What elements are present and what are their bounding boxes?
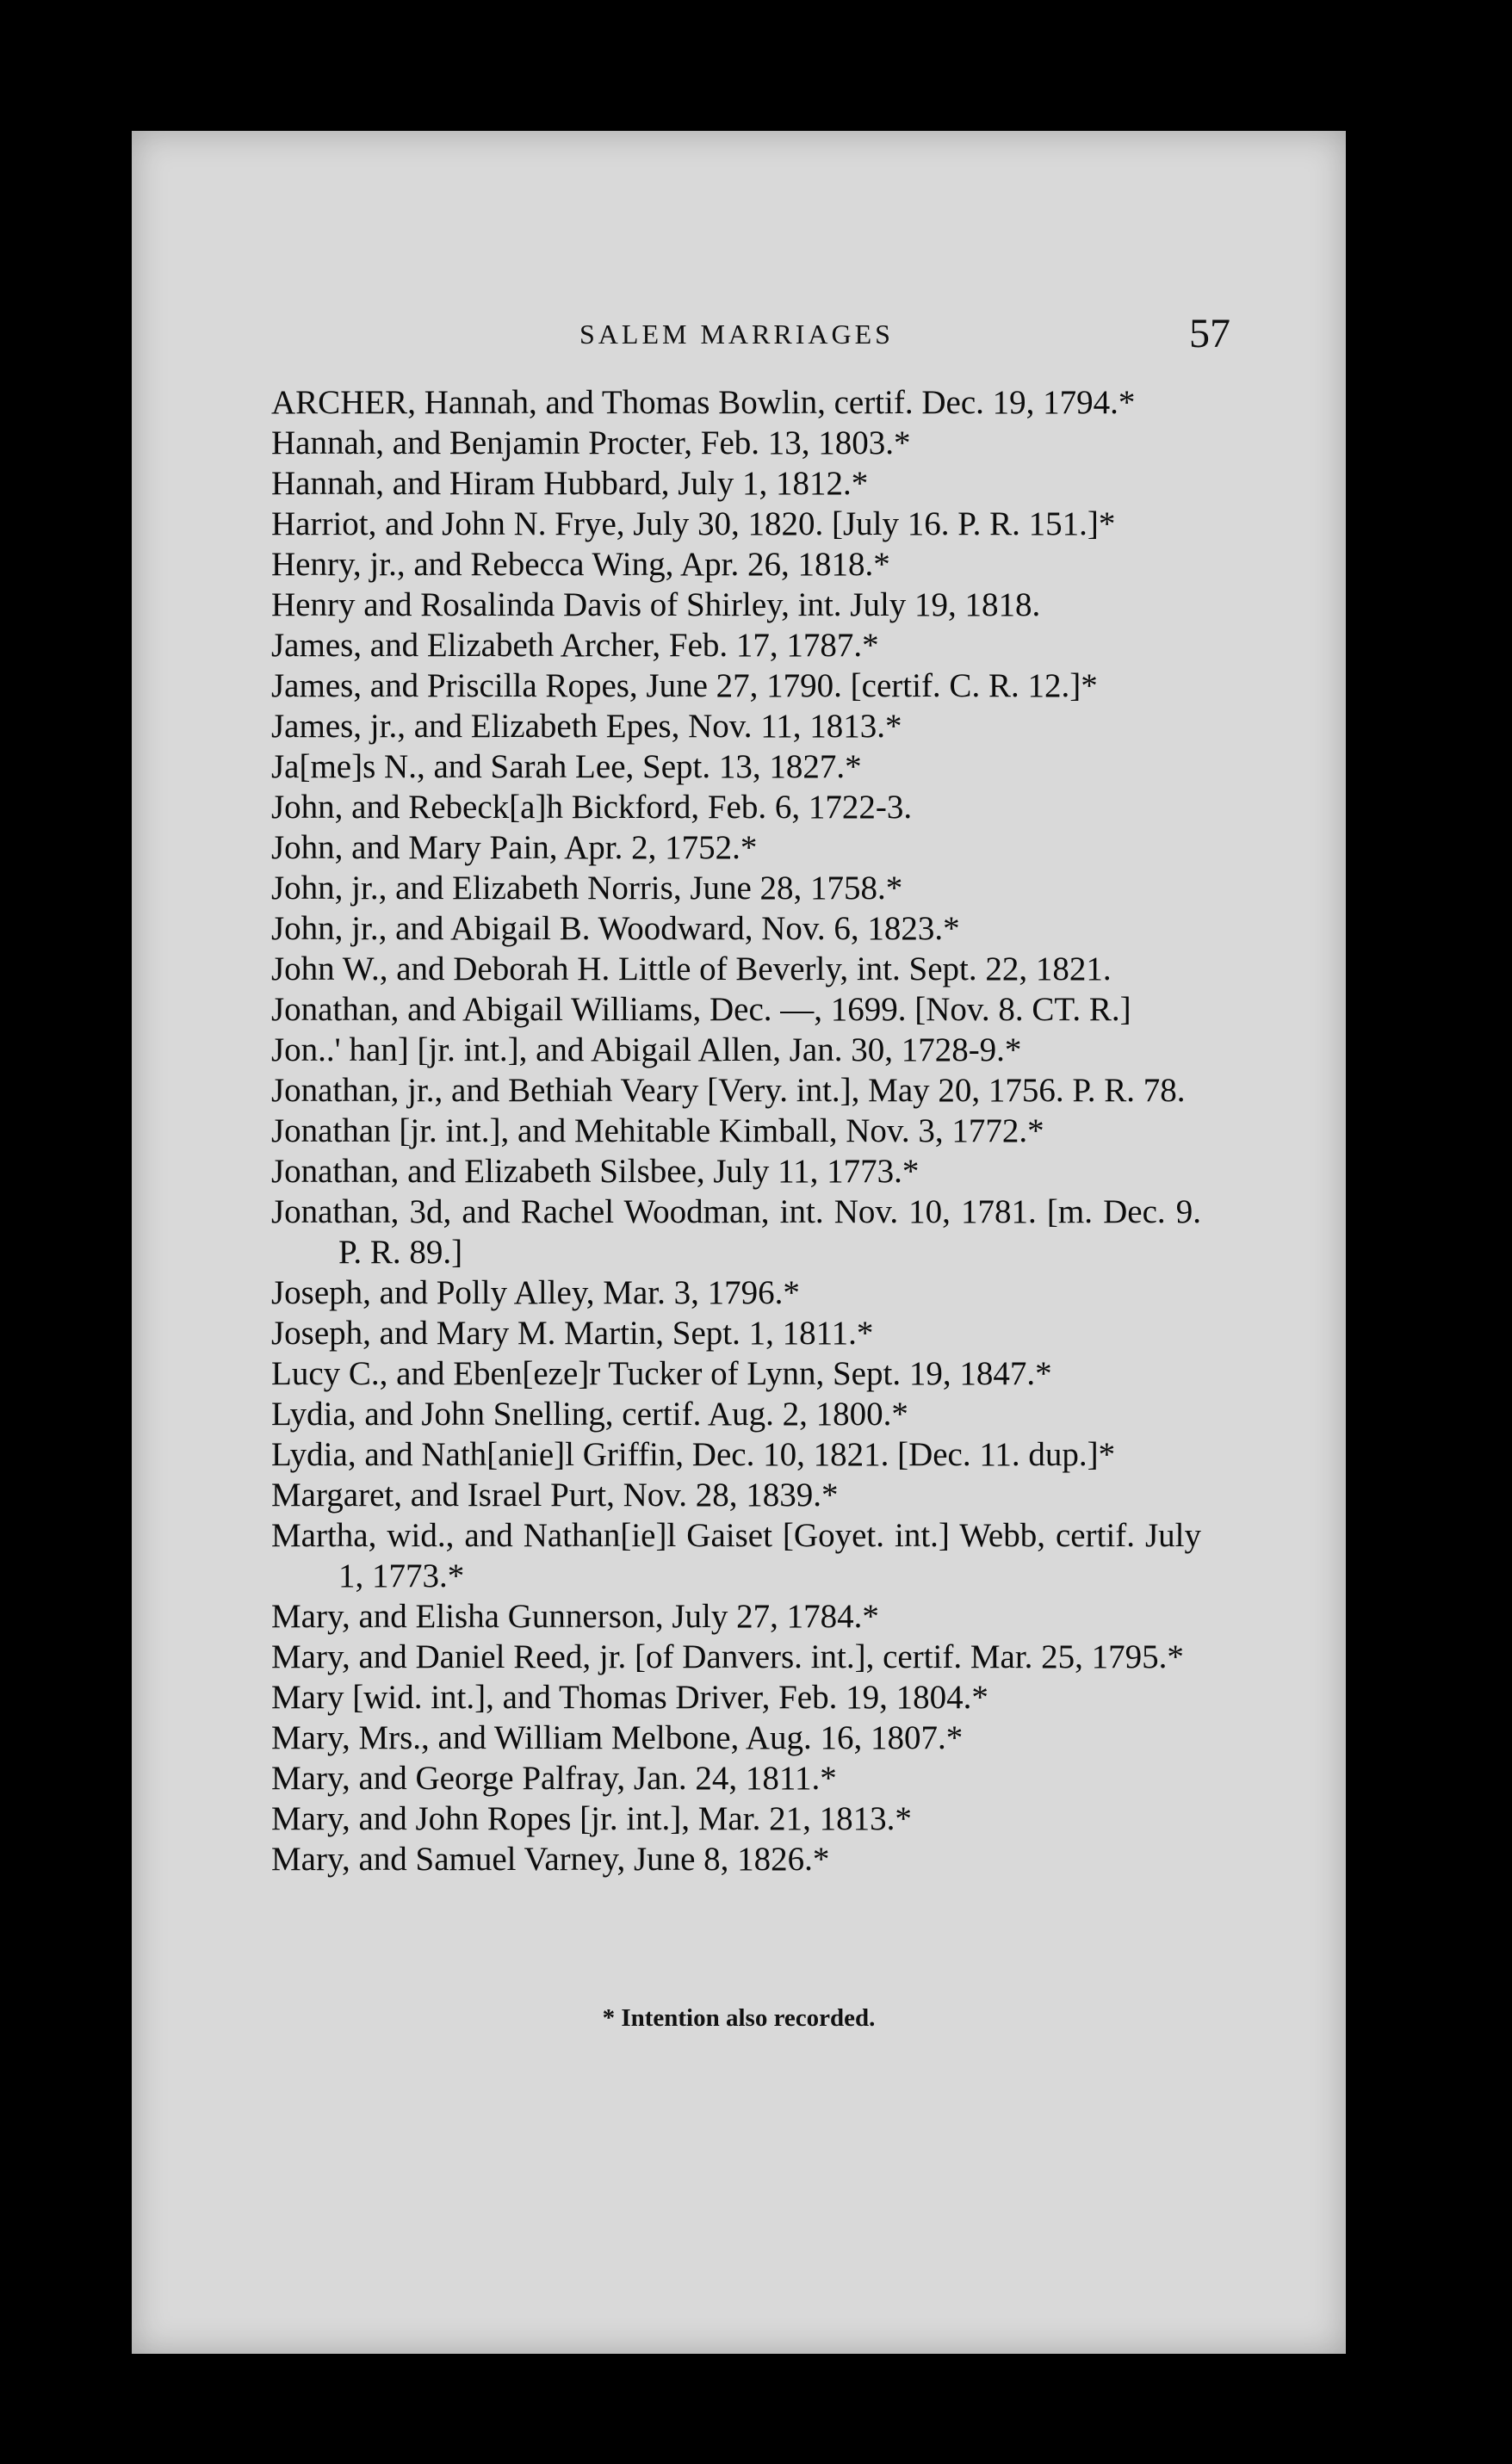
- entry: Mary, Mrs., and William Melbone, Aug. 16, 1807.*: [271, 1719, 964, 1756]
- entry: James, and Elizabeth Archer, Feb. 17, 1787.*: [271, 627, 879, 664]
- entry: John, and Rebeck[a]h Bickford, Feb. 6, 1722-3.: [271, 789, 913, 826]
- entry: James, jr., and Elizabeth Epes, Nov. 11, 1813.*: [271, 708, 902, 745]
- entry: Margaret, and Israel Purt, Nov. 28, 1839.*: [271, 1477, 839, 1514]
- page-header: [132, 310, 1346, 362]
- footnote: * Intention also recorded.: [602, 2004, 876, 2032]
- entry: Harriot, and John N. Frye, July 30, 1820. [July 16. P. R. 151.]*: [271, 505, 1116, 542]
- entry: ARCHER, Hannah, and Thomas Bowlin, certif. Dec. 19, 1794.*: [271, 384, 1136, 421]
- entry: John, and Mary Pain, Apr. 2, 1752.*: [271, 829, 758, 866]
- entry: John, jr., and Abigail B. Woodward, Nov. 6, 1823.*: [271, 910, 960, 947]
- entry: Jonathan, and Elizabeth Silsbee, July 11, 1773.*: [271, 1153, 920, 1190]
- entry: Hannah, and Hiram Hubbard, July 1, 1812.*: [271, 465, 869, 502]
- book-page: [132, 131, 1346, 2354]
- entry: Ja[me]s N., and Sarah Lee, Sept. 13, 1827.*: [271, 748, 862, 785]
- entry: Lydia, and Nath[anie]l Griffin, Dec. 10, 1821. [Dec. 11. dup.]*: [271, 1436, 1116, 1473]
- entry: John, jr., and Elizabeth Norris, June 28, 1758.*: [271, 870, 903, 907]
- page-number: 57: [1189, 311, 1230, 356]
- entry: Martha, wid., and Nathan[ie]l Gaiset [Goyet. int.] Webb, certif. July 1, 1773.*: [271, 1517, 1201, 1594]
- entry: Joseph, and Polly Alley, Mar. 3, 1796.*: [271, 1274, 800, 1311]
- entry: John W., and Deborah H. Little of Beverly, int. Sept. 22, 1821.: [271, 950, 1112, 987]
- entry: Henry, jr., and Rebecca Wing, Apr. 26, 1818.*: [271, 546, 890, 583]
- entry: Jonathan, and Abigail Williams, Dec. —, 1699. [Nov. 8. CT. R.]: [271, 991, 1131, 1028]
- entry: Mary, and Daniel Reed, jr. [of Danvers. int.], certif. Mar. 25, 1795.*: [271, 1638, 1184, 1675]
- entry: Mary, and Elisha Gunnerson, July 27, 1784.*: [271, 1598, 879, 1635]
- marriage-entries: [271, 382, 1201, 1879]
- entry: Jonathan, jr., and Bethiah Veary [Very. int.], May 20, 1756. P. R. 78.: [271, 1072, 1186, 1109]
- entry: Jonathan [jr. int.], and Mehitable Kimball, Nov. 3, 1772.*: [271, 1112, 1044, 1149]
- entry: Mary [wid. int.], and Thomas Driver, Feb. 19, 1804.*: [271, 1679, 988, 1716]
- entry: Mary, and John Ropes [jr. int.], Mar. 21, 1813.*: [271, 1800, 912, 1837]
- entry: Lucy C., and Eben[eze]r Tucker of Lynn, Sept. 19, 1847.*: [271, 1355, 1052, 1392]
- entry: Joseph, and Mary M. Martin, Sept. 1, 1811.*: [271, 1315, 874, 1352]
- entry: Henry and Rosalinda Davis of Shirley, int. July 19, 1818.: [271, 586, 1041, 623]
- running-head: SALEM MARRIAGES: [579, 319, 894, 350]
- entry: Jonathan, 3d, and Rachel Woodman, int. Nov. 10, 1781. [m. Dec. 9. P. R. 89.]: [271, 1193, 1201, 1271]
- entry: James, and Priscilla Ropes, June 27, 1790. [certif. C. R. 12.]*: [271, 667, 1098, 704]
- entry: Jon..' han] [jr. int.], and Abigail Allen, Jan. 30, 1728-9.*: [271, 1031, 1022, 1068]
- entry: Mary, and George Palfray, Jan. 24, 1811.*: [271, 1760, 837, 1797]
- entry: Mary, and Samuel Varney, June 8, 1826.*: [271, 1841, 830, 1878]
- entry: Lydia, and John Snelling, certif. Aug. 2, 1800.*: [271, 1396, 908, 1433]
- entry: Hannah, and Benjamin Procter, Feb. 13, 1803.*: [271, 424, 911, 461]
